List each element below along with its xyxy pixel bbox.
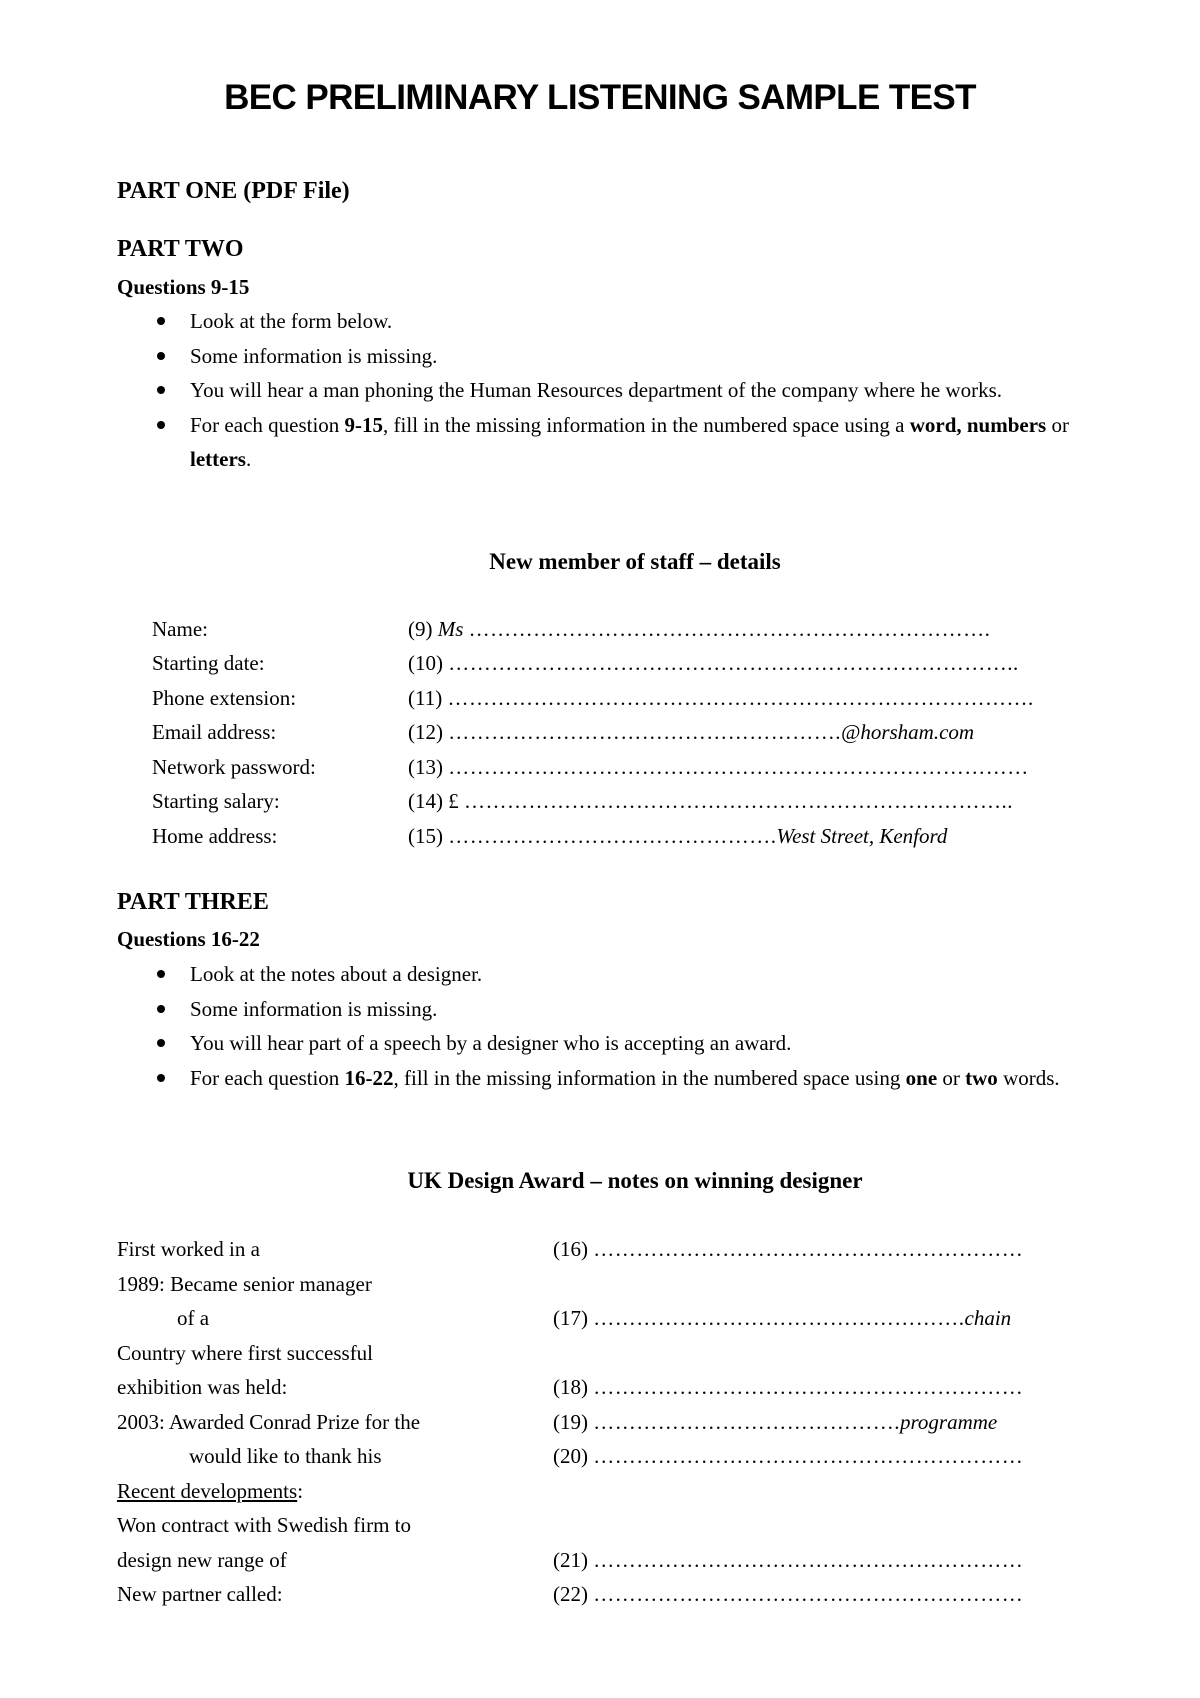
answer-field-9: (9) Ms ………………………………………………………………. bbox=[408, 617, 991, 641]
part-one-heading: PART ONE (PDF File) bbox=[117, 178, 350, 204]
note-label: of a bbox=[177, 1306, 210, 1330]
note-label: First worked in a bbox=[117, 1237, 260, 1261]
answer-field-22: (22) …………………………………………………… bbox=[553, 1582, 1024, 1606]
answer-field-14: (14) £ ………………………………………………………………….. bbox=[408, 789, 1013, 813]
form-label: Home address: bbox=[152, 824, 278, 848]
answer-field-12: (12) ……………………………………………….@horsham.com bbox=[408, 720, 975, 744]
list-item: For each question 16-22, fill in the missing information in the numbered space using one or two words. bbox=[117, 1061, 1097, 1096]
form-label: Name: bbox=[152, 617, 208, 641]
answer-field-11: (11) ………………………………………………………………………. bbox=[408, 686, 1034, 710]
part-two-questions: Questions 9-15 bbox=[117, 275, 250, 299]
list-item: Look at the form below. bbox=[117, 304, 1097, 339]
form-title: New member of staff – details bbox=[489, 549, 781, 574]
form-label: Starting date: bbox=[152, 651, 265, 675]
answer-field-18: (18) …………………………………………………… bbox=[553, 1375, 1024, 1399]
form-label: Network password: bbox=[152, 755, 316, 779]
note-label: design new range of bbox=[117, 1548, 287, 1572]
form-label: Email address: bbox=[152, 720, 277, 744]
form-label: Phone extension: bbox=[152, 686, 297, 710]
form-label: Starting salary: bbox=[152, 789, 280, 813]
part-three-heading: PART THREE bbox=[117, 889, 269, 915]
part-two-heading: PART TWO bbox=[117, 236, 244, 262]
list-item: Some information is missing. bbox=[117, 992, 1097, 1027]
page-title: BEC PRELIMINARY LISTENING SAMPLE TEST bbox=[224, 78, 976, 117]
note-label: 2003: Awarded Conrad Prize for the bbox=[117, 1410, 421, 1434]
part-three-questions: Questions 16-22 bbox=[117, 927, 260, 951]
answer-field-20: (20) …………………………………………………… bbox=[553, 1444, 1024, 1468]
answer-field-13: (13) ……………………………………………………………………… bbox=[408, 755, 1029, 779]
note-label: New partner called: bbox=[117, 1582, 283, 1606]
note-label: 1989: Became senior manager bbox=[117, 1272, 372, 1296]
answer-field-15: (15) ……………………………………….West Street, Kenford bbox=[408, 824, 948, 848]
list-item: For each question 9-15, fill in the missing information in the numbered space using a word, numbers or letters. bbox=[117, 408, 1097, 477]
list-item: You will hear a man phoning the Human Resources department of the company where he works. bbox=[117, 373, 1097, 408]
answer-field-10: (10) …………………………………………………………………….. bbox=[408, 651, 1019, 675]
list-item: Look at the notes about a designer. bbox=[117, 957, 1097, 992]
answer-field-21: (21) …………………………………………………… bbox=[553, 1548, 1024, 1572]
part-two-instructions bbox=[117, 304, 1097, 477]
answer-field-17: (17) …………………………………………….chain bbox=[553, 1306, 1012, 1330]
notes-title: UK Design Award – notes on winning designer bbox=[407, 1168, 863, 1193]
answer-field-19: (19) …………………………………….programme bbox=[553, 1410, 998, 1434]
note-label: would like to thank his bbox=[189, 1444, 382, 1468]
list-item: You will hear part of a speech by a designer who is accepting an award. bbox=[117, 1026, 1097, 1061]
note-label: Country where first successful bbox=[117, 1341, 374, 1365]
recent-developments-label: Recent developments bbox=[117, 1479, 298, 1503]
answer-field-16: (16) …………………………………………………… bbox=[553, 1237, 1024, 1261]
part-three-instructions bbox=[117, 957, 1097, 1095]
note-label: exhibition was held: bbox=[117, 1375, 288, 1399]
list-item: Some information is missing. bbox=[117, 339, 1097, 374]
note-label: Won contract with Swedish firm to bbox=[117, 1513, 412, 1537]
